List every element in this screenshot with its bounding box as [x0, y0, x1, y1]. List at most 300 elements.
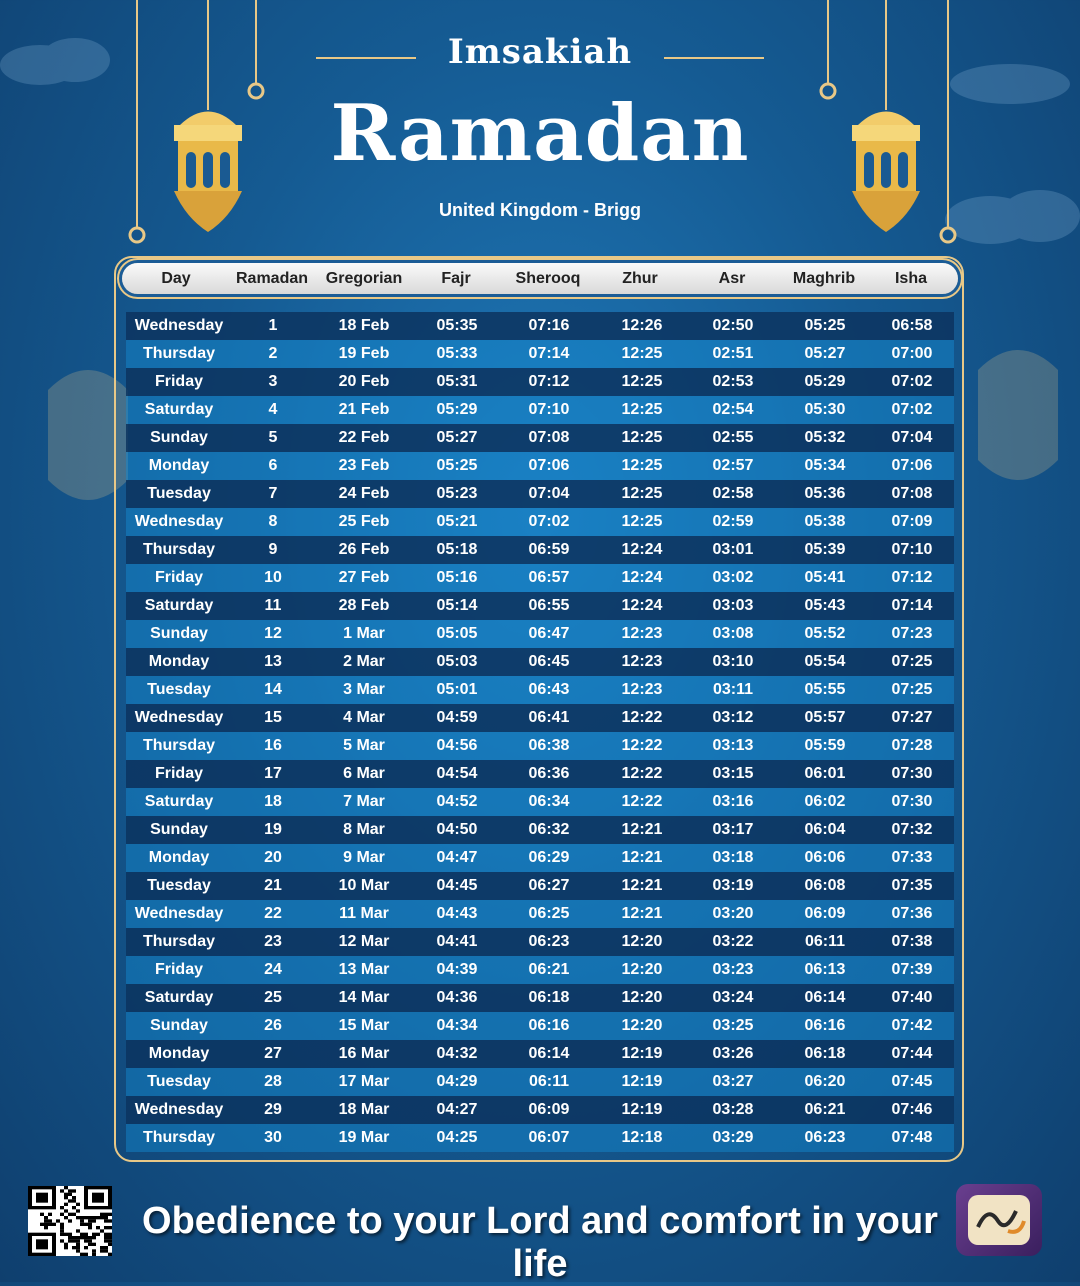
cell-maghrib: 05:54: [804, 653, 846, 670]
table-row: [126, 900, 954, 928]
cell-day: Monday: [148, 653, 210, 670]
cell-zhur: 12:25: [621, 429, 663, 446]
cell-maghrib: 06:13: [804, 961, 846, 978]
cell-fajr: 04:47: [436, 849, 478, 866]
cell-asr: 02:59: [712, 513, 754, 530]
cell-gregorian: 2 Mar: [343, 653, 385, 670]
background-lantern-icon: [958, 330, 1078, 500]
cell-ramadan: 28: [264, 1073, 282, 1090]
cell-zhur: 12:19: [621, 1101, 663, 1118]
cell-isha: 07:48: [891, 1129, 933, 1146]
cell-gregorian: 12 Mar: [338, 933, 390, 950]
cell-sherooq: 07:10: [528, 401, 570, 418]
cell-ramadan: 6: [268, 457, 278, 474]
cell-isha: 07:25: [891, 653, 933, 670]
cell-sherooq: 07:04: [528, 485, 570, 502]
cell-ramadan: 15: [264, 709, 282, 726]
cell-gregorian: 13 Mar: [338, 961, 390, 978]
cell-day: Sunday: [150, 429, 208, 446]
cell-maghrib: 06:14: [804, 989, 846, 1006]
cell-sherooq: 06:47: [528, 625, 570, 642]
table-row: [126, 816, 954, 844]
table-row: [126, 1040, 954, 1068]
column-header-maghrib: Maghrib: [792, 269, 856, 287]
cell-maghrib: 05:27: [804, 345, 846, 362]
cell-day: Tuesday: [147, 485, 211, 502]
cell-isha: 07:45: [891, 1073, 933, 1090]
cell-isha: 07:33: [891, 849, 933, 866]
cell-ramadan: 5: [268, 429, 278, 446]
cell-asr: 03:28: [712, 1101, 754, 1118]
cell-isha: 07:44: [891, 1045, 933, 1062]
cell-isha: 07:36: [891, 905, 933, 922]
cell-asr: 02:57: [712, 457, 754, 474]
cell-maghrib: 06:21: [804, 1101, 846, 1118]
cell-gregorian: 25 Feb: [338, 513, 390, 530]
cell-fajr: 04:59: [436, 709, 478, 726]
table-row: [126, 620, 954, 648]
cell-fajr: 04:36: [436, 989, 478, 1006]
cell-isha: 07:38: [891, 933, 933, 950]
cell-sherooq: 06:57: [528, 569, 570, 586]
cell-maghrib: 05:55: [804, 681, 846, 698]
cell-ramadan: 27: [264, 1045, 282, 1062]
cell-day: Friday: [154, 373, 203, 390]
cell-isha: 07:23: [891, 625, 933, 642]
cell-ramadan: 3: [268, 373, 278, 390]
cell-maghrib: 05:41: [804, 569, 846, 586]
cell-asr: 03:17: [712, 821, 754, 838]
cell-maghrib: 05:30: [804, 401, 846, 418]
cell-day: Tuesday: [147, 1073, 211, 1090]
cell-sherooq: 07:06: [528, 457, 570, 474]
cell-fajr: 04:41: [436, 933, 478, 950]
cell-ramadan: 30: [264, 1129, 282, 1146]
cell-sherooq: 06:38: [528, 737, 570, 754]
cell-maghrib: 06:18: [804, 1045, 846, 1062]
cell-isha: 07:09: [891, 513, 933, 530]
column-header-sherooq: Sherooq: [515, 269, 581, 287]
cell-ramadan: 2: [268, 345, 278, 362]
cell-fajr: 05:35: [436, 317, 478, 334]
cell-ramadan: 7: [268, 485, 278, 502]
table-row: [126, 368, 954, 396]
cell-asr: 03:22: [712, 933, 754, 950]
cell-day: Tuesday: [147, 681, 211, 698]
cell-sherooq: 06:11: [528, 1073, 570, 1090]
cell-zhur: 12:25: [621, 373, 663, 390]
cell-maghrib: 06:01: [804, 765, 846, 782]
cell-ramadan: 19: [264, 821, 282, 838]
cell-isha: 07:46: [891, 1101, 933, 1118]
cell-zhur: 12:25: [621, 457, 663, 474]
cell-ramadan: 25: [264, 989, 282, 1006]
cell-maghrib: 06:16: [804, 1017, 846, 1034]
cell-fajr: 05:01: [436, 681, 478, 698]
table-row: [126, 396, 954, 424]
cell-fajr: 04:32: [436, 1045, 478, 1062]
column-header-isha: Isha: [894, 269, 927, 287]
cell-sherooq: 06:23: [528, 933, 570, 950]
cell-asr: 02:58: [712, 485, 754, 502]
cell-gregorian: 28 Feb: [338, 597, 390, 614]
cell-asr: 03:01: [712, 541, 754, 558]
cell-isha: 07:00: [891, 345, 933, 362]
cell-ramadan: 4: [268, 401, 278, 418]
cell-ramadan: 23: [264, 933, 282, 950]
column-header-zhur: Zhur: [622, 269, 658, 287]
table-row: [126, 340, 954, 368]
cell-gregorian: 4 Mar: [343, 709, 385, 726]
cell-ramadan: 11: [264, 597, 282, 614]
cell-fajr: 04:39: [436, 961, 478, 978]
cell-asr: 03:26: [712, 1045, 754, 1062]
cell-asr: 03:10: [712, 653, 754, 670]
cell-ramadan: 18: [264, 793, 282, 810]
cell-isha: 07:08: [891, 485, 933, 502]
cell-maghrib: 05:52: [804, 625, 846, 642]
cell-gregorian: 23 Feb: [338, 457, 390, 474]
table-row: [126, 424, 954, 452]
table-row: [126, 844, 954, 872]
cell-sherooq: 06:43: [528, 681, 570, 698]
cell-day: Wednesday: [134, 1101, 224, 1118]
cell-maghrib: 05:29: [804, 373, 846, 390]
cell-gregorian: 24 Feb: [338, 485, 390, 502]
cell-asr: 03:18: [712, 849, 754, 866]
cell-fajr: 05:29: [436, 401, 478, 418]
cell-gregorian: 3 Mar: [343, 681, 385, 698]
cell-sherooq: 06:18: [528, 989, 570, 1006]
cell-day: Thursday: [142, 1129, 215, 1146]
cell-zhur: 12:23: [621, 681, 663, 698]
page-subtitle: Imsakiah: [447, 32, 633, 72]
cell-fajr: 04:56: [436, 737, 478, 754]
cell-fajr: 04:25: [436, 1129, 478, 1146]
cell-maghrib: 06:06: [804, 849, 846, 866]
table-row: [126, 760, 954, 788]
cell-maghrib: 06:02: [804, 793, 846, 810]
page-title: Ramadan: [330, 88, 750, 179]
cell-zhur: 12:21: [621, 905, 663, 922]
cell-day: Wednesday: [134, 905, 224, 922]
cell-asr: 03:11: [712, 681, 754, 698]
cell-isha: 07:42: [891, 1017, 933, 1034]
table-row: [126, 480, 954, 508]
cell-gregorian: 26 Feb: [338, 541, 390, 558]
cell-fajr: 04:52: [436, 793, 478, 810]
cell-gregorian: 18 Mar: [338, 1101, 390, 1118]
cell-sherooq: 06:25: [528, 905, 570, 922]
cell-zhur: 12:22: [621, 709, 663, 726]
cell-maghrib: 06:20: [804, 1073, 846, 1090]
cell-ramadan: 17: [264, 765, 282, 782]
cell-day: Wednesday: [134, 709, 224, 726]
cell-zhur: 12:22: [621, 737, 663, 754]
cell-isha: 06:58: [891, 317, 933, 334]
cell-day: Thursday: [142, 737, 215, 754]
cell-ramadan: 10: [264, 569, 282, 586]
table-row: [126, 1012, 954, 1040]
table-row: [126, 1068, 954, 1096]
cell-maghrib: 05:38: [804, 513, 846, 530]
cell-gregorian: 1 Mar: [343, 625, 385, 642]
cell-isha: 07:02: [891, 373, 933, 390]
cell-ramadan: 29: [264, 1101, 282, 1118]
cell-day: Sunday: [150, 1017, 208, 1034]
cell-zhur: 12:24: [621, 569, 663, 586]
cell-gregorian: 5 Mar: [343, 737, 385, 754]
cell-gregorian: 6 Mar: [343, 765, 385, 782]
cell-sherooq: 06:36: [528, 765, 570, 782]
cell-isha: 07:32: [891, 821, 933, 838]
cell-zhur: 12:22: [621, 793, 663, 810]
table-row: [126, 564, 954, 592]
cell-maghrib: 06:09: [804, 905, 846, 922]
cell-maghrib: 05:32: [804, 429, 846, 446]
cell-maghrib: 06:11: [804, 933, 846, 950]
cell-fajr: 05:05: [436, 625, 478, 642]
cell-isha: 07:10: [891, 541, 933, 558]
cell-gregorian: 19 Feb: [338, 345, 390, 362]
cell-day: Thursday: [142, 541, 215, 558]
cell-ramadan: 1: [268, 317, 278, 334]
cell-isha: 07:14: [891, 597, 933, 614]
qr-code-icon: [28, 1186, 112, 1256]
cell-maghrib: 05:59: [804, 737, 846, 754]
cell-day: Monday: [148, 849, 210, 866]
cell-zhur: 12:18: [621, 1129, 663, 1146]
cell-fajr: 05:14: [436, 597, 478, 614]
column-header-ramadan: Ramadan: [235, 269, 309, 287]
cell-zhur: 12:23: [621, 653, 663, 670]
cell-asr: 02:50: [712, 317, 754, 334]
cell-gregorian: 18 Feb: [338, 317, 390, 334]
cell-sherooq: 07:02: [528, 513, 570, 530]
cell-asr: 03:29: [712, 1129, 754, 1146]
cell-maghrib: 06:08: [804, 877, 846, 894]
cell-day: Thursday: [142, 933, 215, 950]
cell-fajr: 05:16: [436, 569, 478, 586]
cell-isha: 07:04: [891, 429, 933, 446]
cell-sherooq: 06:16: [528, 1017, 570, 1034]
cell-isha: 07:40: [891, 989, 933, 1006]
cell-fajr: 05:31: [436, 373, 478, 390]
column-header-day: Day: [161, 269, 191, 287]
cell-maghrib: 05:25: [804, 317, 846, 334]
cell-day: Tuesday: [147, 877, 211, 894]
cell-day: Saturday: [144, 597, 214, 614]
cell-asr: 03:03: [712, 597, 754, 614]
cell-zhur: 12:19: [621, 1045, 663, 1062]
table-row: [126, 1096, 954, 1124]
cell-day: Thursday: [142, 345, 215, 362]
cell-ramadan: 26: [264, 1017, 282, 1034]
cell-zhur: 12:25: [621, 513, 663, 530]
cell-day: Saturday: [144, 989, 214, 1006]
cell-gregorian: 16 Mar: [338, 1045, 390, 1062]
table-row: [126, 704, 954, 732]
cell-sherooq: 06:41: [528, 709, 570, 726]
cell-zhur: 12:24: [621, 597, 663, 614]
cell-asr: 03:16: [712, 793, 754, 810]
cell-isha: 07:25: [891, 681, 933, 698]
cell-maghrib: 05:57: [804, 709, 846, 726]
cell-gregorian: 14 Mar: [338, 989, 390, 1006]
cell-day: Friday: [154, 961, 203, 978]
cell-fajr: 04:34: [436, 1017, 478, 1034]
cell-isha: 07:28: [891, 737, 933, 754]
cell-zhur: 12:20: [621, 961, 663, 978]
cell-asr: 03:13: [712, 737, 754, 754]
table-row: [126, 788, 954, 816]
cell-asr: 02:51: [712, 345, 754, 362]
table-row: [126, 928, 954, 956]
cell-sherooq: 06:32: [528, 821, 570, 838]
cell-ramadan: 21: [264, 877, 282, 894]
cell-asr: 03:15: [712, 765, 754, 782]
cell-sherooq: 07:12: [528, 373, 570, 390]
table-row: [126, 956, 954, 984]
cell-sherooq: 06:45: [528, 653, 570, 670]
cell-zhur: 12:21: [621, 877, 663, 894]
cell-day: Saturday: [144, 401, 214, 418]
cell-zhur: 12:25: [621, 485, 663, 502]
cell-zhur: 12:21: [621, 849, 663, 866]
cell-sherooq: 06:59: [528, 541, 570, 558]
cell-fajr: 04:27: [436, 1101, 478, 1118]
cell-gregorian: 22 Feb: [338, 429, 390, 446]
footer-slogan: Obedience to your Lord and comfort in your life: [142, 1200, 938, 1285]
cell-ramadan: 9: [268, 541, 278, 558]
table-row: [126, 872, 954, 900]
cell-asr: 03:23: [712, 961, 754, 978]
cell-sherooq: 06:14: [528, 1045, 570, 1062]
table-row: [126, 676, 954, 704]
cell-zhur: 12:20: [621, 989, 663, 1006]
cell-day: Sunday: [150, 821, 208, 838]
cell-isha: 07:27: [891, 709, 933, 726]
cell-sherooq: 07:14: [528, 345, 570, 362]
cell-day: Sunday: [150, 625, 208, 642]
cell-fajr: 04:45: [436, 877, 478, 894]
cell-ramadan: 24: [264, 961, 282, 978]
table-row: [126, 984, 954, 1012]
cell-fajr: 05:27: [436, 429, 478, 446]
cell-asr: 02:55: [712, 429, 754, 446]
cell-zhur: 12:19: [621, 1073, 663, 1090]
cell-sherooq: 06:07: [528, 1129, 570, 1146]
cell-gregorian: 19 Mar: [338, 1129, 390, 1146]
cell-fajr: 04:54: [436, 765, 478, 782]
cell-isha: 07:12: [891, 569, 933, 586]
cell-fajr: 05:23: [436, 485, 478, 502]
cell-sherooq: 06:34: [528, 793, 570, 810]
table-row: [126, 508, 954, 536]
cell-zhur: 12:20: [621, 1017, 663, 1034]
cell-ramadan: 8: [268, 513, 278, 530]
cell-sherooq: 06:09: [528, 1101, 570, 1118]
cell-gregorian: 21 Feb: [338, 401, 390, 418]
cell-zhur: 12:21: [621, 821, 663, 838]
cell-day: Wednesday: [134, 513, 224, 530]
cell-gregorian: 8 Mar: [343, 821, 385, 838]
cell-fajr: 04:43: [436, 905, 478, 922]
cell-sherooq: 07:08: [528, 429, 570, 446]
cell-day: Wednesday: [134, 317, 224, 334]
cell-ramadan: 12: [264, 625, 282, 642]
cell-isha: 07:02: [891, 401, 933, 418]
cell-fajr: 04:50: [436, 821, 478, 838]
cell-isha: 07:35: [891, 877, 933, 894]
cell-zhur: 12:25: [621, 401, 663, 418]
cell-day: Friday: [154, 569, 203, 586]
cell-gregorian: 11 Mar: [339, 905, 389, 922]
cell-zhur: 12:23: [621, 625, 663, 642]
app-logo-icon: [956, 1184, 1042, 1256]
cell-isha: 07:30: [891, 765, 933, 782]
cell-fajr: 05:33: [436, 345, 478, 362]
cell-day: Monday: [148, 1045, 210, 1062]
cell-asr: 03:27: [712, 1073, 754, 1090]
cell-day: Monday: [148, 457, 210, 474]
cell-zhur: 12:25: [621, 345, 663, 362]
cell-fajr: 04:29: [436, 1073, 478, 1090]
cell-sherooq: 06:27: [528, 877, 570, 894]
table-row: [126, 732, 954, 760]
cell-asr: 03:19: [712, 877, 754, 894]
cell-sherooq: 06:21: [528, 961, 570, 978]
column-header-gregorian: Gregorian: [325, 269, 403, 287]
cell-asr: 03:02: [712, 569, 754, 586]
table-row: [126, 592, 954, 620]
cell-day: Friday: [154, 765, 203, 782]
cell-sherooq: 07:16: [528, 317, 570, 334]
cell-maghrib: 05:43: [804, 597, 846, 614]
cell-ramadan: 22: [264, 905, 282, 922]
cell-isha: 07:39: [891, 961, 933, 978]
cell-asr: 03:24: [712, 989, 754, 1006]
table-row: [126, 312, 954, 340]
cell-fajr: 05:03: [436, 653, 478, 670]
cell-gregorian: 9 Mar: [343, 849, 385, 866]
cell-asr: 03:12: [712, 709, 754, 726]
cell-gregorian: 27 Feb: [338, 569, 390, 586]
cell-gregorian: 20 Feb: [338, 373, 390, 390]
cell-ramadan: 13: [264, 653, 282, 670]
column-header-asr: Asr: [718, 269, 746, 287]
table-row: [126, 648, 954, 676]
cell-day: Saturday: [144, 793, 214, 810]
table-header: [122, 263, 958, 294]
cell-ramadan: 14: [264, 681, 282, 698]
cell-zhur: 12:24: [621, 541, 663, 558]
cell-isha: 07:06: [891, 457, 933, 474]
cell-asr: 03:25: [712, 1017, 754, 1034]
cell-gregorian: 17 Mar: [338, 1073, 390, 1090]
cell-gregorian: 10 Mar: [338, 877, 390, 894]
table-row: [126, 452, 954, 480]
cell-fajr: 05:21: [436, 513, 478, 530]
cell-zhur: 12:26: [621, 317, 663, 334]
cell-gregorian: 7 Mar: [343, 793, 385, 810]
timetable-body: [126, 312, 954, 1152]
cell-asr: 02:54: [712, 401, 754, 418]
cell-asr: 02:53: [712, 373, 754, 390]
column-header-fajr: Fajr: [441, 269, 471, 287]
cell-fajr: 05:18: [436, 541, 478, 558]
cell-sherooq: 06:55: [528, 597, 570, 614]
